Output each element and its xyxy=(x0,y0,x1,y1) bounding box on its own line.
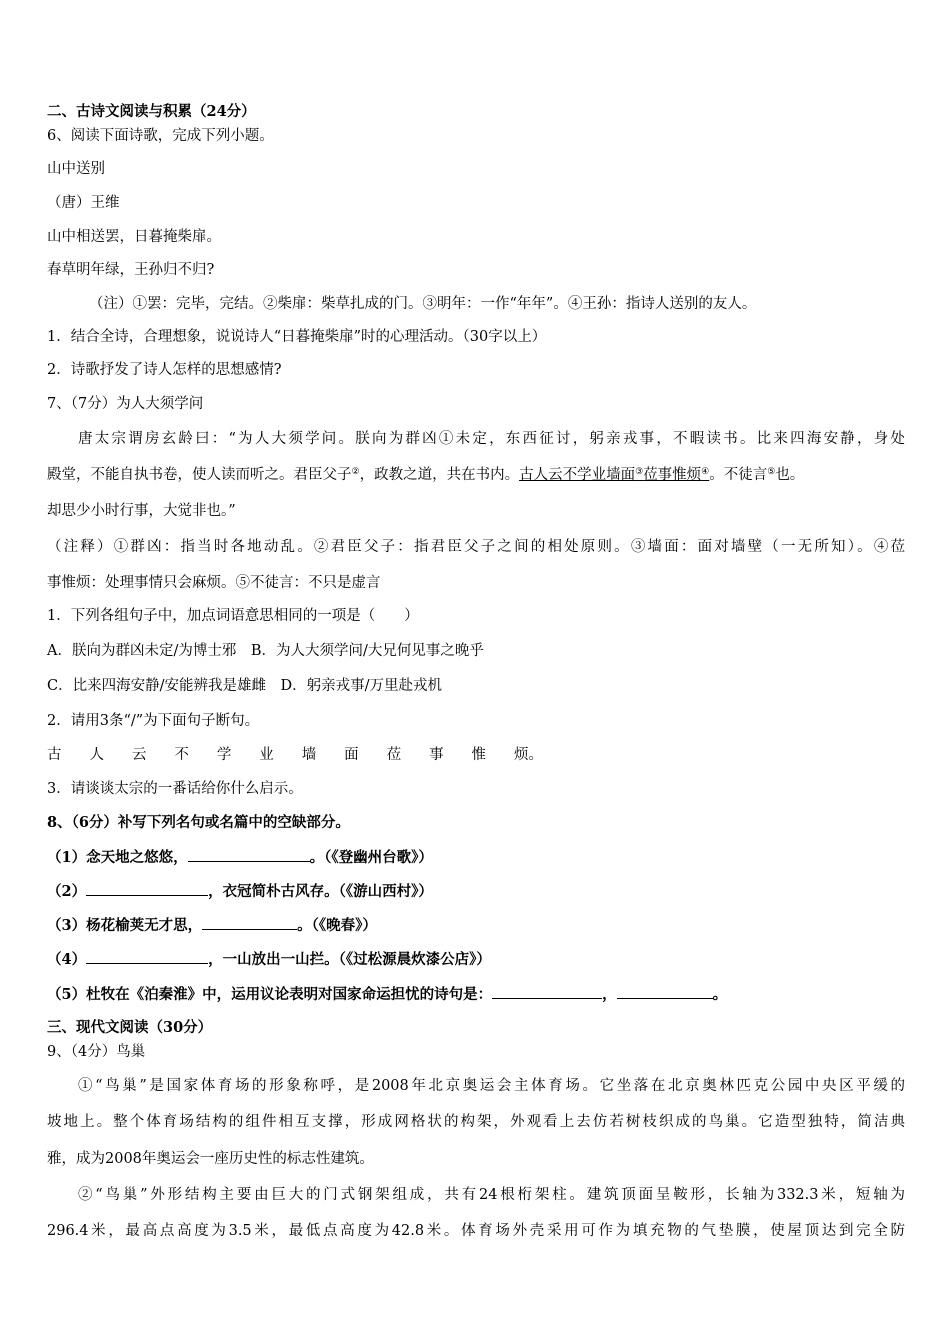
passage-7-line-2: 殿堂，不能自执书卷，使人读而听之。君臣父子②，政教之道，共在书内。古人云不学业墙面③莅事惟烦④。不徒言⑤也。 xyxy=(47,467,805,483)
passage-7-line-1: 唐太宗谓房玄龄曰：“为人大须学问。朕向为群凶①未定，东西征讨，躬亲戎事，不暇读书。比来四海安静，身处 xyxy=(78,431,905,447)
underlined-sentence: 古人云不学业墙面③莅事惟烦④ xyxy=(519,467,710,483)
answer-blank xyxy=(492,984,602,999)
question-8-title: 8、（6分）补写下列名句或名篇中的空缺部分。 xyxy=(47,814,350,831)
passage-7-line-3: 却思少小时行事，大觉非也。” xyxy=(47,503,236,519)
passage-9-p2-line-1: ②“鸟巢”外形结构主要由巨大的门式钢架组成，共有24根桁架柱。建筑顶面呈鞍形，长轴为332.3米，短轴为 xyxy=(78,1187,905,1203)
poem-notes: （注）①罢：完毕，完结。②柴扉：柴草扎成的门。③明年：一作“年年”。④王孙：指诗人送别的友人。 xyxy=(89,296,757,312)
answer-blank xyxy=(617,984,713,999)
question-7-options-cd: C．比来四海安静/安能辨我是雄雌 D．躬亲戎事/万里赴戎机 xyxy=(47,678,442,694)
question-8-item-4: （4） ，一山放出一山拦。（《过松源晨炊漆公店》） xyxy=(47,951,491,968)
passage-7-notes-line-1: （注释）①群凶：指当时各地动乱。②君臣父子：指君臣父子之间的相处原则。③墙面：面对墙壁（一无所知）。④莅 xyxy=(47,539,905,555)
question-7-sub-2: 2．请用3条“/”为下面句子断句。 xyxy=(47,713,260,729)
question-9-title: 9、（4分）鸟巢 xyxy=(47,1044,146,1060)
poem-line-2: 春草明年绿，王孙归不归? xyxy=(47,262,215,278)
question-7-sub-1: 1．下列各组句子中，加点词语意思相同的一项是（ ） xyxy=(47,608,419,624)
question-6-sub-2: 2．诗歌抒发了诗人怎样的思想感情? xyxy=(47,362,282,378)
question-8-item-3: （3）杨花榆荚无才思， 。（《晚春》） xyxy=(47,917,377,934)
question-8-item-1: （1）念天地之悠悠， 。（《登幽州台歌》） xyxy=(47,849,433,866)
question-8-item-2: （2） ，衣冠简朴古风存。（《游山西村》） xyxy=(47,883,433,900)
passage-9-p1-line-2: 坡地上。整个体育场结构的组件相互支撑，形成网格状的构架，外观看上去仿若树枝织成的鸟巢。它造型独特，简洁典 xyxy=(47,1114,905,1130)
answer-blank xyxy=(188,847,310,862)
answer-blank xyxy=(86,949,208,964)
section-heading-ancient-poetry: 二、古诗文阅读与积累（24分） xyxy=(47,103,256,120)
poem-line-1: 山中相送罢，日暮掩柴扉。 xyxy=(47,229,221,245)
section-heading-modern-reading: 三、现代文阅读（30分） xyxy=(47,1019,213,1036)
passage-7-notes-line-2: 事惟烦：处理事情只会麻烦。⑤不徒言：不只是虚言 xyxy=(47,575,381,591)
answer-blank xyxy=(202,915,297,930)
passage-9-p2-line-2: 296.4米，最高点高度为3.5米，最低点高度为42.8米。体育场外壳采用可作为填充物的气垫膜，使屋顶达到完全防 xyxy=(47,1223,905,1239)
question-7-title: 7、（7分）为人大须学问 xyxy=(47,396,204,412)
passage-9-p1-line-1: ①“鸟巢”是国家体育场的形象称呼，是2008年北京奥运会主体育场。它坐落在北京奥林匹克公园中央区平缓的 xyxy=(78,1078,905,1094)
punctuation-sentence: 古 人 云 不 学 业 墙 面 莅 事 惟 烦。 xyxy=(47,747,543,763)
answer-blank xyxy=(86,881,208,896)
poem-author: （唐）王维 xyxy=(47,195,120,211)
passage-9-p1-line-3: 雅，成为2008年奥运会一座历史性的标志性建筑。 xyxy=(47,1151,374,1167)
question-6-title: 6、阅读下面诗歌，完成下列小题。 xyxy=(47,128,274,144)
question-7-options-ab: A．朕向为群凶未定/为博士邪 B．为人大须学问/大兄何见事之晚乎 xyxy=(47,643,484,659)
poem-title: 山中送别 xyxy=(47,161,105,177)
question-7-sub-3: 3．请谈谈太宗的一番话给你什么启示。 xyxy=(47,781,303,797)
question-6-sub-1: 1．结合全诗，合理想象，说说诗人“日暮掩柴扉”时的心理活动。（30字以上） xyxy=(47,329,547,345)
question-8-item-5: （5）杜牧在《泊秦淮》中，运用议论表明对国家命运担忧的诗句是： ， 。 xyxy=(47,986,728,1003)
